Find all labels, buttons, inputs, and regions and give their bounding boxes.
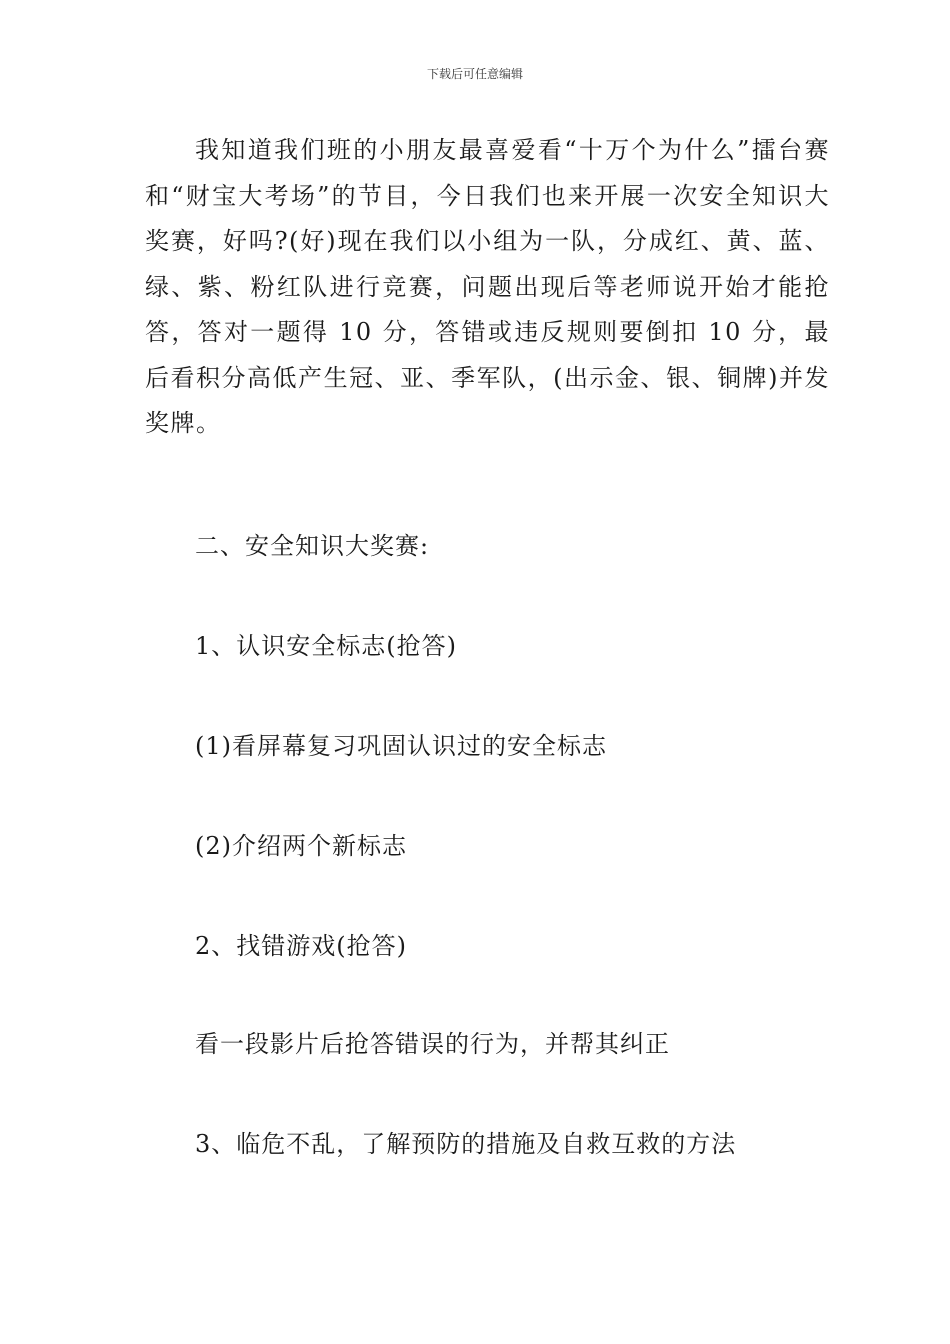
- list-item-1-sub-2: (2)介绍两个新标志: [195, 832, 407, 860]
- list-item-3: 3、临危不乱，了解预防的措施及自救互救的方法: [195, 1130, 737, 1158]
- list-item-2: 2、找错游戏(抢答): [195, 932, 407, 960]
- page-header-note: 下载后可任意编辑: [426, 67, 523, 81]
- list-item-2-description: 看一段影片后抢答错误的行为，并帮其纠正: [195, 1030, 670, 1058]
- section-heading: 二、安全知识大奖赛:: [195, 532, 430, 560]
- list-item-1: 1、认识安全标志(抢答): [195, 632, 457, 660]
- intro-paragraph: 我知道我们班的小朋友最喜爱看“十万个为什么”擂台赛和“财宝大考场”的节目，今日我们也来开展一次安全知识大奖赛，好吗?(好)现在我们以小组为一队，分成红、黄、蓝、绿、紫、粉红队进行竞赛，问题出现后等老师说开始才能抢答，答对一题得 10 分，答错或违反规则要倒扣 10 分，最后看积分高低产生冠、亚、季军队，(出示金、银、铜牌)并发奖牌。: [145, 136, 830, 437]
- list-item-1-sub-1: (1)看屏幕复习巩固认识过的安全标志: [195, 732, 607, 760]
